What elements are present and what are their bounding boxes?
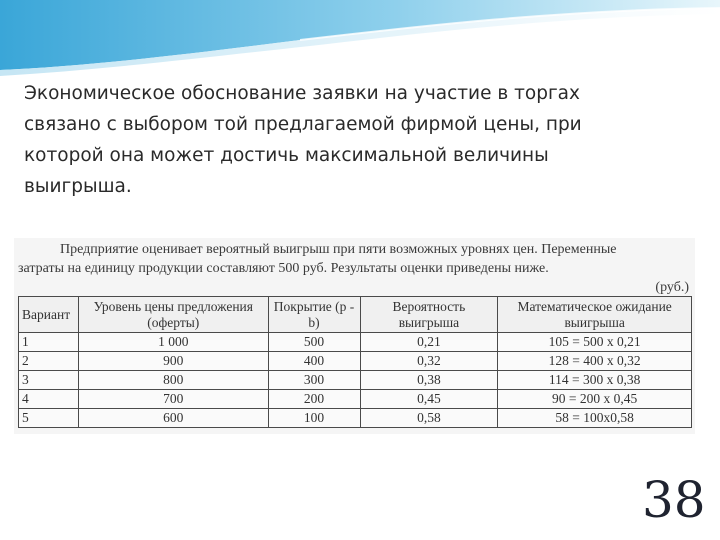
table-row xyxy=(19,352,692,371)
table-cell: 300 xyxy=(268,371,360,390)
table-cell: 700 xyxy=(78,390,268,409)
table-row xyxy=(19,409,692,428)
table-cell: 105 = 500 х 0,21 xyxy=(498,333,692,352)
table-cell: 200 xyxy=(268,390,360,409)
table-cell: 90 = 200 х 0,45 xyxy=(498,390,692,409)
table-cell: 400 xyxy=(268,352,360,371)
table-row xyxy=(19,390,692,409)
column-header: Уровень цены предложения (оферты) xyxy=(78,297,268,333)
table-cell: 600 xyxy=(78,409,268,428)
heading-line: выигрыша. xyxy=(24,176,132,197)
intro-line: Предприятие оценивает вероятный выигрыш при пяти возможных уровнях цен. Переменные xyxy=(60,242,617,257)
slide-number: 38 xyxy=(642,471,706,529)
slide-heading xyxy=(24,78,704,202)
column-header: Математическое ожидание выигрыша xyxy=(498,297,692,333)
bid-evaluation-table xyxy=(18,296,692,428)
table-cell: 58 = 100х0,58 xyxy=(498,409,692,428)
heading-line: связано с выбором той предлагаемой фирмой цены, при xyxy=(24,114,582,135)
table-cell: 1 000 xyxy=(78,333,268,352)
table-cell: 0,32 xyxy=(360,352,498,371)
table-cell: 100 xyxy=(268,409,360,428)
table-cell: 0,21 xyxy=(360,333,498,352)
intro-line: затраты на единицу продукции составляют 500 руб. Результаты оценки приведены ниже. xyxy=(18,261,549,276)
column-header: Покрытие (р - b) xyxy=(268,297,360,333)
column-header: Вероятность выигрыша xyxy=(360,297,498,333)
table-cell: 800 xyxy=(78,371,268,390)
header-wave-decoration xyxy=(0,0,720,80)
table-header-row xyxy=(19,297,692,333)
table-cell: 1 xyxy=(19,333,79,352)
table-cell: 3 xyxy=(19,371,79,390)
scan-intro-text xyxy=(18,240,692,278)
column-header: Вариант xyxy=(19,297,79,333)
table-cell: 5 xyxy=(19,409,79,428)
table-cell: 500 xyxy=(268,333,360,352)
heading-line: Экономическое обоснование заявки на участие в торгах xyxy=(24,83,580,104)
table-cell: 0,45 xyxy=(360,390,498,409)
table-cell: 0,38 xyxy=(360,371,498,390)
table-row xyxy=(19,371,692,390)
table-cell: 4 xyxy=(19,390,79,409)
table-cell: 900 xyxy=(78,352,268,371)
currency-unit-label: (руб.) xyxy=(655,280,689,295)
table-cell: 128 = 400 х 0,32 xyxy=(498,352,692,371)
table-cell: 2 xyxy=(19,352,79,371)
table-row xyxy=(19,333,692,352)
table-cell: 0,58 xyxy=(360,409,498,428)
scanned-table-image xyxy=(14,238,695,434)
table-cell: 114 = 300 х 0,38 xyxy=(498,371,692,390)
heading-line: которой она может достичь максимальной величины xyxy=(24,145,549,166)
